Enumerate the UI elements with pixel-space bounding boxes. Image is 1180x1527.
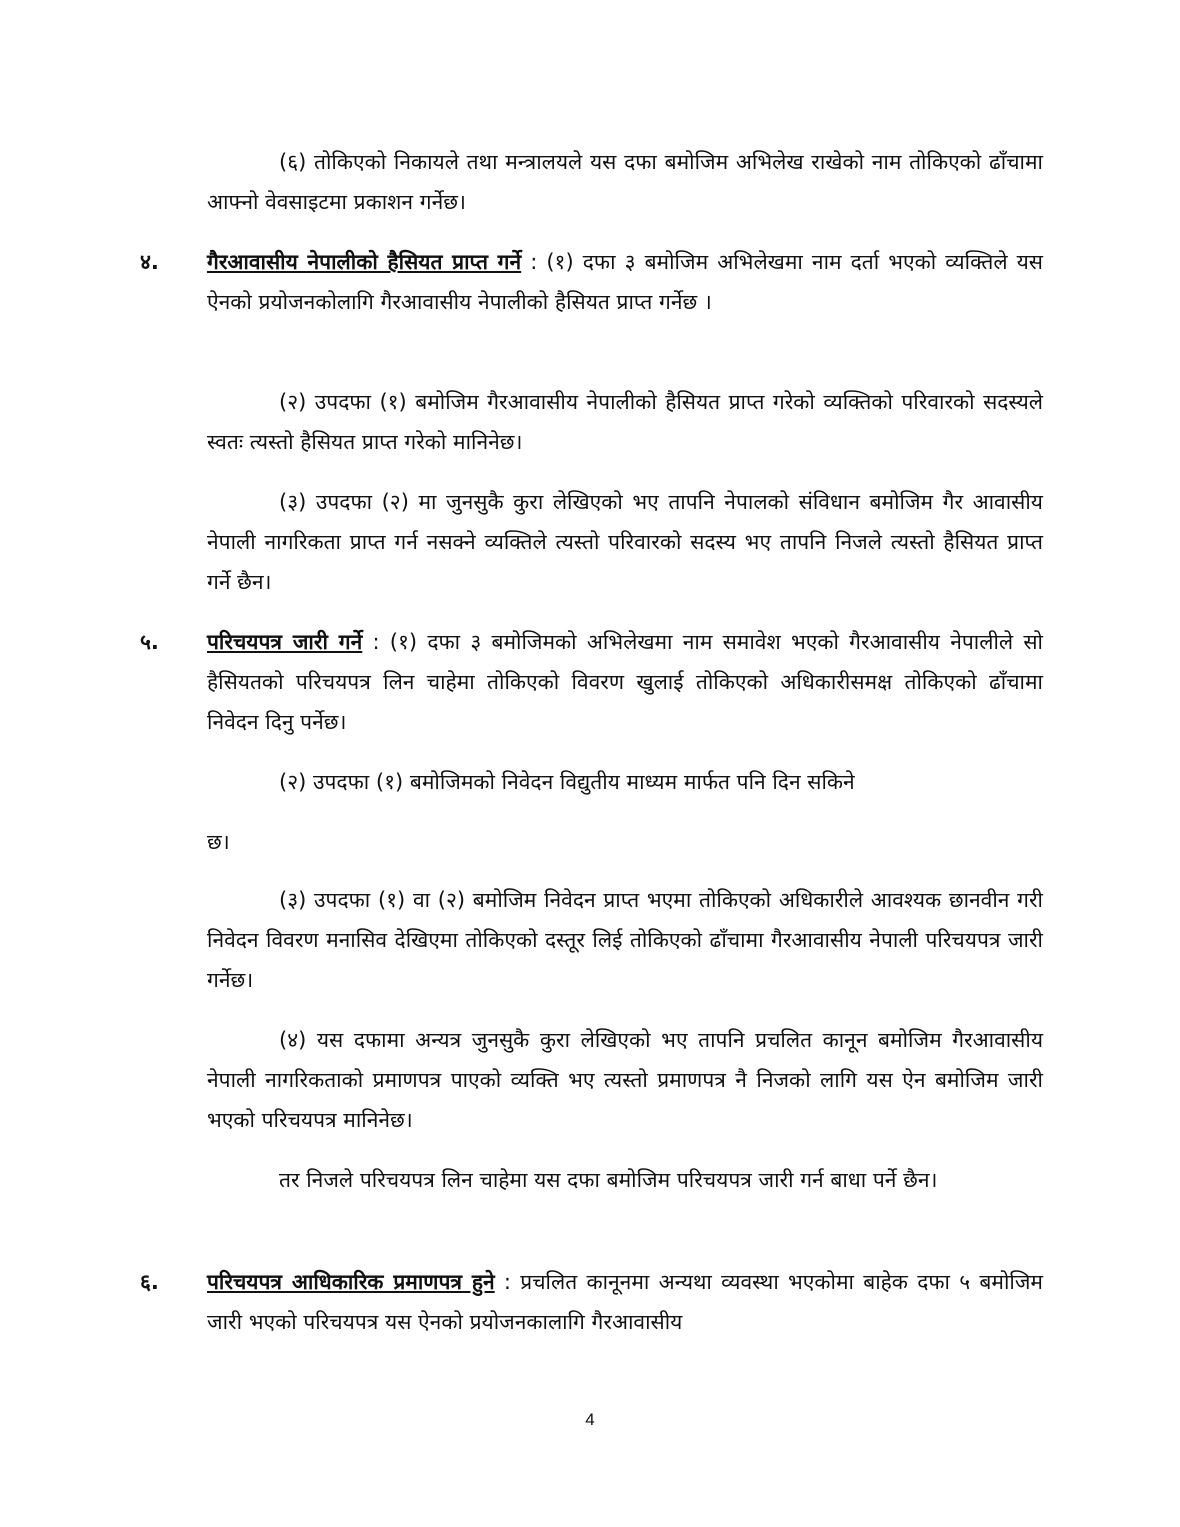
section-6-heading: परिचयपत्र आधिकारिक प्रमाणपत्र हुने: [207, 1270, 495, 1294]
section-6-number: ६.: [140, 1270, 159, 1294]
section-4-clause-1-text: : (१) दफा ३ बमोजिम अभिलेखमा नाम दर्ता भएको व्यक्तिले यस ऐनको प्रयोजनकोलागि गैरआवासीय नेपालीको हैसियत प्राप्त गर्नेछ ।: [207, 250, 1044, 314]
section-5-clause-3: (३) उपदफा (१) वा (२) बमोजिम निवेदन प्राप्त भएमा तोकिएको अधिकारीले आवश्यक छानवीन गरी निवेदन विवरण मनासिव देखिएमा तोकिएको दस्तूर लिई तोकिएको ढाँचामा गैरआवासीय नेपाली परिचयपत्र जारी गर्नेछ।: [207, 888, 1043, 992]
section-4-clause-3: (३) उपदफा (२) मा जुनसुकै कुरा लेखिएको भए तापनि नेपालको संविधान बमोजिम गैर आवासीय नेपाली नागरिकता प्राप्त गर्न नसक्ने व्यक्तिले त्यस्तो परिवारको सदस्य भए तापनि निजले त्यस्तो हैसियत प्राप्त गर्ने छैन।: [207, 490, 1043, 594]
section-4-clause-1: [207, 242, 1043, 322]
section-5-clause-2-continued: छ।: [207, 830, 230, 854]
section-5-number: ५.: [140, 630, 159, 654]
section-5-heading: परिचयपत्र जारी गर्ने: [207, 630, 363, 654]
section-6-clause-1: [207, 1262, 1043, 1342]
section-5-proviso: तर निजले परिचयपत्र लिन चाहेमा यस दफा बमोजिम परिचयपत्र जारी गर्न बाधा पर्ने छैन।: [279, 1168, 938, 1192]
section-4-heading: गैरआवासीय नेपालीको हैसियत प्राप्त गर्ने: [207, 250, 522, 274]
section-6-clause-1-text: : प्रचलित कानूनमा अन्यथा व्यवस्था भएकोमा बाहेक दफा ५ बमोजिम जारी भएको परिचयपत्र यस ऐनको प्रयोजनकालागि गैरआवासीय: [207, 1270, 1043, 1334]
section-5-clause-1: [207, 622, 1043, 742]
section-5-clause-1-text: : (१) दफा ३ बमोजिमको अभिलेखमा नाम समावेश भएको गैरआवासीय नेपालीले सो हैसियतको परिचयपत्र लिन चाहेमा तोकिएको विवरण खुलाई तोकिएको अधिकारीसमक्ष तोकिएको ढाँचामा निवेदन दिनु पर्नेछ।: [207, 630, 1043, 734]
section-4-number: ४.: [140, 250, 159, 274]
page-number: 4: [585, 1410, 595, 1429]
subsection-3-6: (६) तोकिएको निकायले तथा मन्त्रालयले यस दफा बमोजिम अभिलेख राखेको नाम तोकिएको ढाँचामा आफ्नो वेवसाइटमा प्रकाशन गर्नेछ।: [207, 150, 1043, 214]
section-4-clause-2: (२) उपदफा (१) बमोजिम गैरआवासीय नेपालीको हैसियत प्राप्त गरेको व्यक्तिको परिवारको सदस्यले स्वतः त्यस्तो हैसियत प्राप्त गरेको मानिनेछ।: [207, 390, 1043, 454]
section-5-clause-2: (२) उपदफा (१) बमोजिमको निवेदन विद्युतीय माध्यम मार्फत पनि दिन सकिने: [279, 770, 855, 794]
section-5-clause-4: (४) यस दफामा अन्यत्र जुनसुकै कुरा लेखिएको भए तापनि प्रचलित कानून बमोजिम गैरआवासीय नेपाली नागरिकताको प्रमाणपत्र पाएको व्यक्ति भए त्यस्तो प्रमाणपत्र नै निजको लागि यस ऐन बमोजिम जारी भएको परिचयपत्र मानिनेछ।: [207, 1028, 1043, 1132]
